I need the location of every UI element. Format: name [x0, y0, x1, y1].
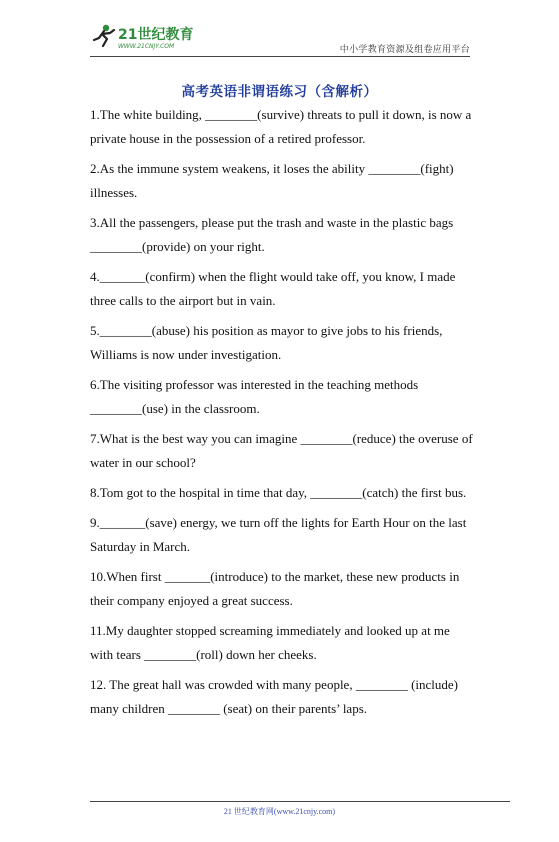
footer-divider — [90, 801, 510, 802]
runner-icon — [94, 25, 114, 46]
question-item: 4._______(confirm) when the flight would take off, you know, I made three calls to the airport but in vain. — [90, 269, 456, 308]
logo — [92, 22, 222, 50]
page-header — [90, 20, 470, 60]
question-list — [90, 103, 475, 727]
question-item: 7.What is the best way you can imagine ________(reduce) the overuse of water in our school? — [90, 431, 473, 470]
question-item: 6.The visiting professor was interested in the teaching methods ________(use) in the classroom. — [90, 377, 419, 416]
question-item: 3.All the passengers, please put the trash and waste in the plastic bags ________(provide) on your right. — [90, 215, 454, 254]
question-item: 11.My daughter stopped screaming immediately and looked up at me with tears ________(roll) down her cheeks. — [90, 623, 450, 662]
question-item: 8.Tom got to the hospital in time that day, ________(catch) the first bus. — [90, 485, 467, 500]
question-item: 5.________(abuse) his position as mayor to give jobs to his friends, Williams is now under investigation. — [90, 323, 443, 362]
footer-link[interactable]: 21 世纪教育网(www.21cnjy.com) — [223, 807, 336, 816]
question-item: 10.When first _______(introduce) to the market, these new products in their company enjoyed a great success. — [90, 569, 460, 608]
question-item: 1.The white building, ________(survive) threats to pull it down, is now a private house in the possession of a retired professor. — [90, 107, 472, 146]
logo-text: 21世纪教育 — [118, 27, 194, 43]
question-item: 12. The great hall was crowded with many people, ________ (include) many children ________ (seat) on their parents’ laps. — [90, 677, 458, 716]
question-item: 2.As the immune system weakens, it loses the ability ________(fight) illnesses. — [90, 161, 454, 200]
logo-subtext: WWW.21CNJY.COM — [118, 43, 175, 50]
question-item: 9._______(save) energy, we turn off the lights for Earth Hour on the last Saturday in March. — [90, 515, 467, 554]
platform-tagline: 中小学教育资源及组卷应用平台 — [339, 45, 470, 55]
header-divider — [90, 56, 470, 57]
page-title: 高考英语非谓语练习（含解析） — [181, 84, 378, 100]
